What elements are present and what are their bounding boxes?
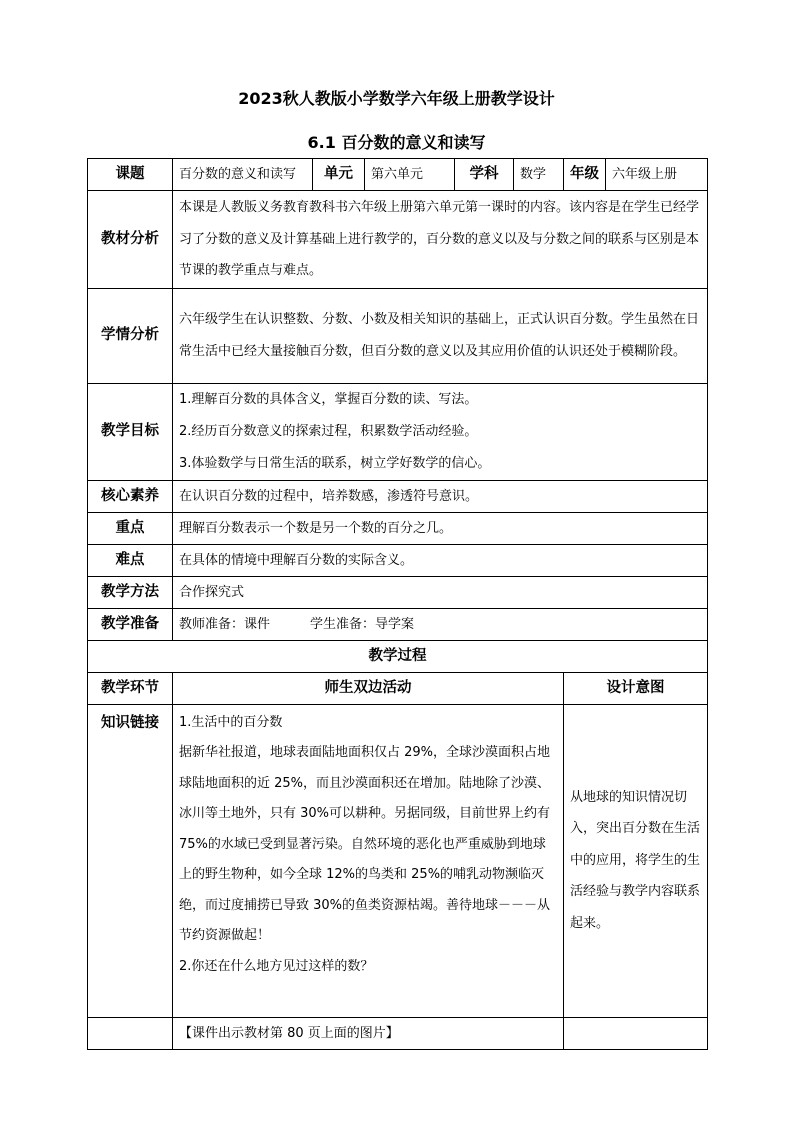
key-label: 重点 (88, 512, 173, 544)
goal-item: 1.理解百分数的具体含义，掌握百分数的读、写法。 (179, 391, 478, 407)
core-label: 核心素养 (88, 480, 173, 512)
step1-line: 2.你还在什么地方见过这样的数？ (179, 958, 374, 974)
lesson-subtitle: 6.1 百分数的意义和读写 (307, 133, 486, 152)
step1-line: 据新华社报道，地球表面陆地面积仅占 29%，全球沙漠面积占地球陆地面积的近 25%，而且沙漠面积还在增加。陆地除了沙漠、冰川等土地外，只有 30%可以耕种。另据同级，目前世界上约有 75%的水域已受到显著污染。自然环境的恶化也严重威胁到地球上的野生物种，如今全球 12%的鸟类和 25%的哺乳动物濒临灭绝，而过度捕捞已导致 30%的鱼类资源枯竭。善待地球－－－从节约资源做起！ (179, 745, 551, 943)
goal-item: 3.体验数学与日常生活的联系，树立学好数学的信心。 (179, 455, 491, 471)
key-row (88, 512, 708, 544)
col-activity-header: 师生双边活动 (173, 672, 564, 704)
goals-row (88, 383, 708, 480)
grade-value: 六年级上册 (606, 159, 708, 191)
goals-label: 教学目标 (88, 383, 173, 480)
subject-value: 数学 (514, 159, 564, 191)
difficult-label: 难点 (88, 544, 173, 576)
step1-line: 1.生活中的百分数 (179, 714, 283, 730)
step1-activity (173, 704, 564, 1017)
analysis-text: 本课是人教版义务教育教科书六年级上册第六单元第一课时的内容。该内容是在学生已经学习了分数的意义及计算基础上进行教学的，百分数的意义以及与分数之间的联系与区别是本节课的教学重点与难点。 (173, 191, 708, 289)
process-heading: 教学过程 (88, 640, 708, 672)
prep-student: 学生准备：导学案 (310, 616, 415, 632)
analysis-row (88, 191, 708, 289)
difficult-text: 在具体的情境中理解百分数的实际含义。 (173, 544, 708, 576)
subject-label: 学科 (455, 159, 514, 191)
core-row (88, 480, 708, 512)
students-row (88, 288, 708, 383)
unit-value: 第六单元 (365, 159, 455, 191)
unit-label: 单元 (313, 159, 365, 191)
topic-value: 百分数的意义和读写 (173, 159, 313, 191)
analysis-label: 教材分析 (88, 191, 173, 289)
process-columns-row (88, 672, 708, 704)
key-text: 理解百分数表示一个数是另一个数的百分之几。 (173, 512, 708, 544)
prep-cell (173, 608, 708, 640)
grade-label: 年级 (564, 159, 606, 191)
document-title: 2023秋人教版小学数学六年级上册教学设计 (238, 89, 555, 108)
method-row (88, 576, 708, 608)
step2-activity: 【课件出示教材第 80 页上面的图片】 (173, 1017, 564, 1049)
col-intent-header: 设计意图 (564, 672, 708, 704)
core-text: 在认识百分数的过程中，培养数感，渗透符号意识。 (173, 480, 708, 512)
students-text: 六年级学生在认识整数、分数、小数及相关知识的基础上，正式认识百分数。学生虽然在日常生活中已经大量接触百分数，但百分数的意义以及其应用价值的认识还处于模糊阶段。 (173, 288, 708, 383)
step2-row (88, 1017, 708, 1049)
step1-intent: 从地球的知识情况切入，突出百分数在生活中的应用，将学生的生活经验与教学内容联系起来。 (564, 704, 708, 1017)
lesson-plan-table (87, 158, 708, 1050)
col-step-header: 教学环节 (88, 672, 173, 704)
prep-row (88, 608, 708, 640)
process-heading-row (88, 640, 708, 672)
difficult-row (88, 544, 708, 576)
step2-intent (564, 1017, 708, 1049)
knowledge-link-row (88, 704, 708, 1017)
prep-label: 教学准备 (88, 608, 173, 640)
method-label: 教学方法 (88, 576, 173, 608)
students-label: 学情分析 (88, 288, 173, 383)
step2-label (88, 1017, 173, 1049)
header-row (88, 159, 708, 191)
method-text: 合作探究式 (173, 576, 708, 608)
step1-label: 知识链接 (88, 704, 173, 1017)
goals-list (173, 383, 708, 480)
prep-teacher: 教师准备：课件 (179, 616, 271, 632)
topic-label: 课题 (88, 159, 173, 191)
goal-item: 2.经历百分数意义的探索过程，积累数学活动经验。 (179, 423, 478, 439)
